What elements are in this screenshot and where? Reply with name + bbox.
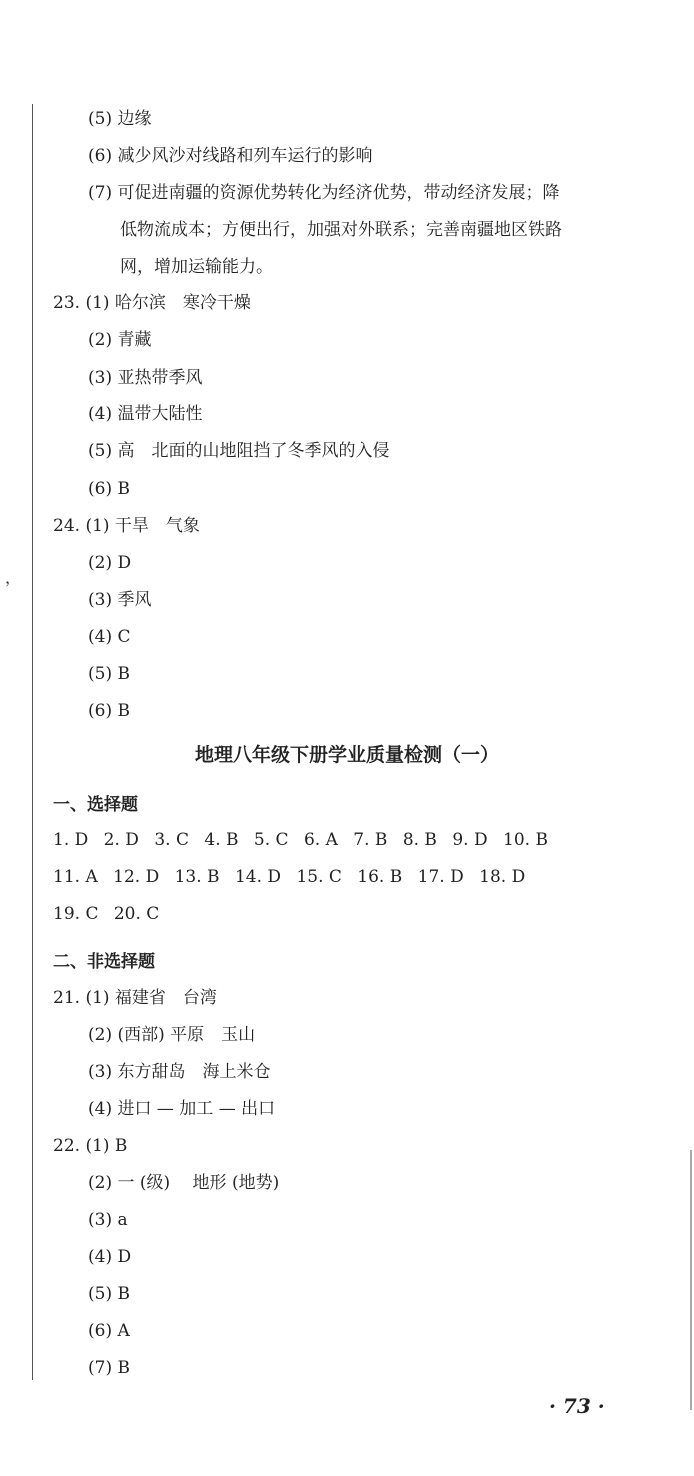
mc-answer: 9. D	[452, 830, 488, 850]
answer-line-22b-4: (4) D	[88, 1247, 132, 1267]
answer-line-22b-5: (5) B	[88, 1284, 130, 1304]
answer-line-24-1: 24. (1) 干旱 气象	[53, 516, 200, 536]
answer-line-23-4: (4) 温带大陆性	[88, 404, 203, 424]
mc-answer: 8. B	[402, 830, 437, 850]
answer-line-24-6: (6) B	[88, 701, 130, 721]
mc-answer: 15. C	[296, 867, 342, 887]
page-number: · 73 ·	[549, 1394, 605, 1418]
answer-line-22b-2: (2) 一 (级) 地形 (地势)	[88, 1173, 280, 1193]
answer-line-22b-3: (3) a	[88, 1210, 128, 1230]
mc-answer: 19. C	[53, 904, 99, 924]
answer-line-23-2: (2) 青藏	[88, 330, 152, 350]
mc-answer: 17. D	[417, 867, 464, 887]
answer-line-22-6: (6) 减少风沙对线路和列车运行的影响	[88, 146, 373, 166]
mc-answers-row-2	[53, 867, 535, 887]
mc-answer: 1. D	[53, 830, 89, 850]
answer-line-24-5: (5) B	[88, 664, 130, 684]
mc-answer: 13. B	[174, 867, 220, 887]
mc-answer: 2. D	[103, 830, 139, 850]
answer-line-24-2: (2) D	[88, 553, 132, 573]
answer-line-22b-6: (6) A	[88, 1321, 130, 1341]
mc-answer: 6. A	[303, 830, 338, 850]
answer-line-21-4: (4) 进口 — 加工 — 出口	[88, 1099, 276, 1119]
section-heading-nonchoice: 二、非选择题	[53, 952, 155, 972]
answer-line-21-3: (3) 东方甜岛 海上米仓	[88, 1062, 271, 1082]
mc-answer: 20. C	[113, 904, 160, 924]
answer-line-22-7c: 网，增加运输能力。	[120, 257, 273, 277]
answer-line-23-5: (5) 高 北面的山地阻挡了冬季风的入侵	[88, 441, 390, 461]
stray-mark: ，	[5, 568, 22, 587]
mc-answer: 12. D	[113, 867, 160, 887]
answer-line-24-4: (4) C	[88, 627, 131, 647]
answer-line-22-7b: 低物流成本；方便出行，加强对外联系；完善南疆地区铁路	[120, 220, 562, 240]
mc-answer: 10. B	[503, 830, 548, 850]
mc-answers-row-3	[53, 904, 169, 924]
answer-line-22-7a: (7) 可促进南疆的资源优势转化为经济优势，带动经济发展；降	[88, 183, 560, 203]
mc-answer: 3. C	[154, 830, 189, 850]
answer-line-24-3: (3) 季风	[88, 590, 152, 610]
mc-answer: 4. B	[204, 830, 239, 850]
mc-answers-row-1	[53, 830, 558, 850]
answer-line-22-5: (5) 边缘	[88, 109, 152, 129]
answer-line-22b-1: 22. (1) B	[53, 1136, 128, 1156]
section-heading-choice: 一、选择题	[53, 795, 138, 815]
mc-answer: 5. C	[253, 830, 289, 850]
mc-answer: 16. B	[357, 867, 403, 887]
section-title: 地理八年级下册学业质量检测（一）	[194, 744, 499, 766]
answer-line-21-2: (2) (西部) 平原 玉山	[88, 1025, 256, 1045]
mc-answer: 11. A	[53, 867, 98, 887]
answer-line-23-1: 23. (1) 哈尔滨 寒冷干燥	[53, 293, 251, 313]
answer-line-23-3: (3) 亚热带季风	[88, 368, 203, 388]
answer-line-21-1: 21. (1) 福建省 台湾	[53, 988, 217, 1008]
answer-line-22b-7: (7) B	[88, 1358, 130, 1378]
page-edge-shadow	[690, 1150, 692, 1410]
mc-answer: 18. D	[479, 867, 526, 887]
mc-answer: 7. B	[353, 830, 388, 850]
answer-line-23-6: (6) B	[88, 479, 130, 499]
mc-answer: 14. D	[234, 867, 282, 887]
